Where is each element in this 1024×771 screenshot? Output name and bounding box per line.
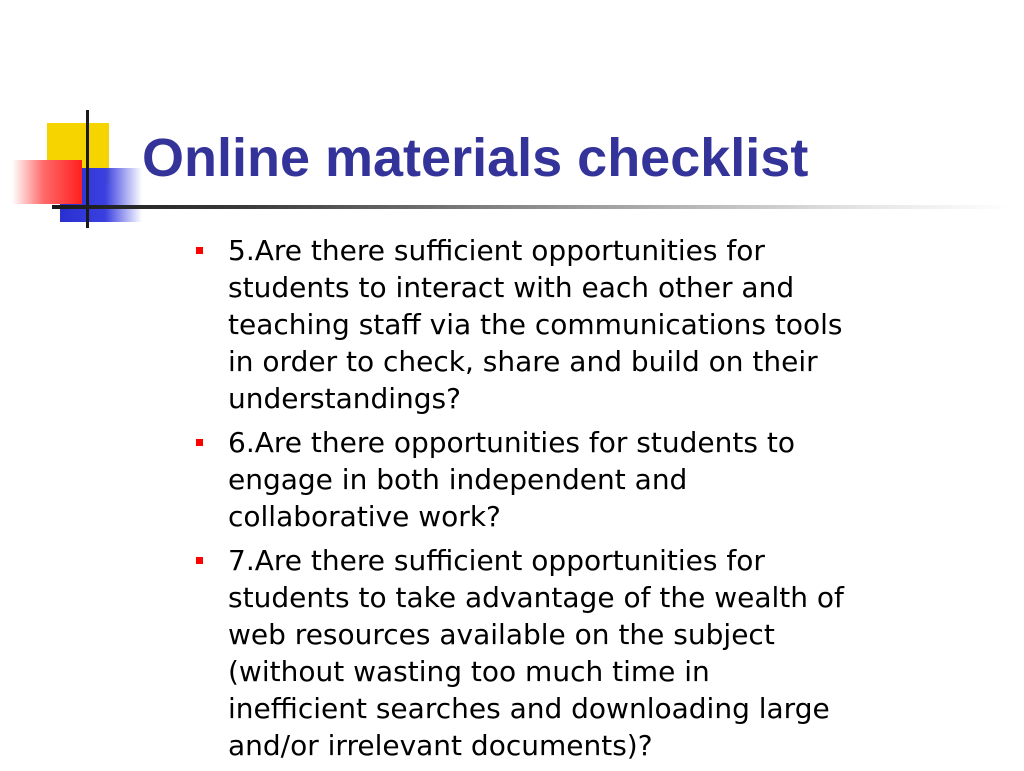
decorative-logo [0,0,160,240]
bullet-text-line: collaborative work? [228,500,501,533]
bullet-text-line: (without wasting too much time in [228,655,710,688]
bullet-square-icon [196,247,203,254]
title-underline [52,205,1012,209]
slide-title: Online materials checklist [142,128,809,188]
bullet-text-line: 6.Are there opportunities for students to [228,426,795,459]
bullet-text-line: teaching staff via the communications tools [228,308,843,341]
logo-red-square [12,160,82,204]
bullet-text-line: and/or irrelevant documents)? [228,729,653,762]
bullet-item-5 [194,232,994,417]
bullet-text-line: 5.Are there sufficient opportunities for [228,234,765,267]
bullet-text-line: understandings? [228,382,461,415]
bullet-list [194,232,994,771]
bullet-text-line: in order to check, share and build on their [228,345,818,378]
logo-vertical-line [86,110,89,228]
bullet-square-icon [196,439,203,446]
bullet-text-line: inefficient searches and downloading large [228,692,830,725]
bullet-text-line: 7.Are there sufficient opportunities for [228,544,765,577]
bullet-square-icon [196,557,203,564]
bullet-item-6 [194,424,994,535]
bullet-text-line: web resources available on the subject [228,618,775,651]
bullet-text-line: students to take advantage of the wealth of [228,581,844,614]
bullet-text-line: engage in both independent and [228,463,688,496]
bullet-text-line: students to interact with each other and [228,271,795,304]
bullet-item-7 [194,542,994,764]
